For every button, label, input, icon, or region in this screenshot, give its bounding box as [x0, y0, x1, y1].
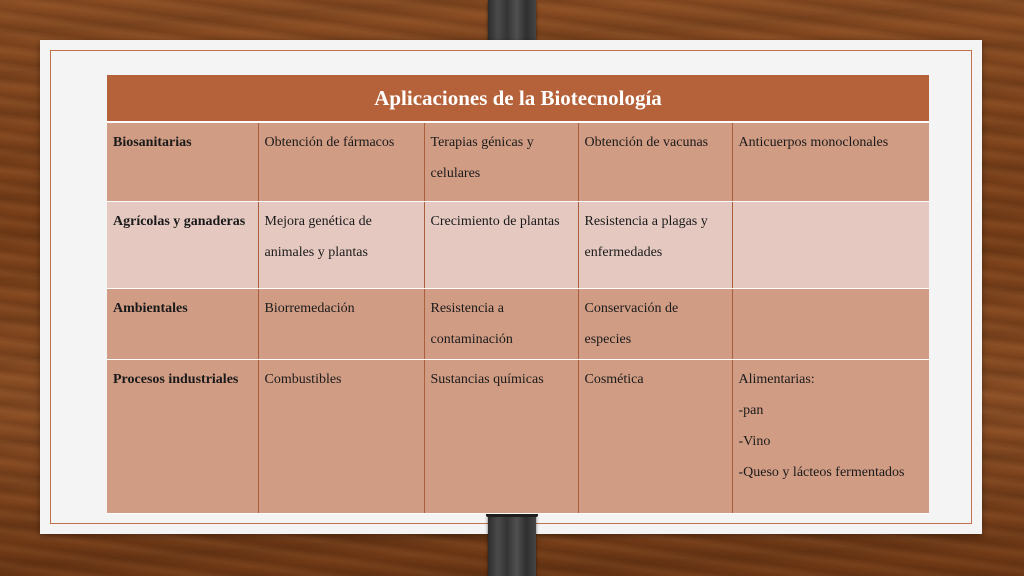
- table-cell: Combustibles: [258, 360, 424, 514]
- table-row: [107, 122, 929, 202]
- table-cell: Sustancias químicas: [424, 360, 578, 514]
- biotech-applications-table: [107, 75, 929, 514]
- table-cell: Obtención de vacunas: [578, 122, 732, 202]
- table-cell: Resistencia a contaminación: [424, 289, 578, 360]
- table-cell: Terapias génicas y celulares: [424, 122, 578, 202]
- cell-line: -Queso y lácteos fermentados: [738, 465, 905, 480]
- table-cell: Anticuerpos monoclonales: [732, 122, 929, 202]
- row-category: Agrícolas y ganaderas: [107, 202, 258, 289]
- binder-clip-bottom: [488, 512, 536, 576]
- row-category: Procesos industriales: [107, 360, 258, 514]
- table-cell: Resistencia a plagas y enfermedades: [578, 202, 732, 289]
- table-cell: Obtención de fármacos: [258, 122, 424, 202]
- table-cell: Biorremedación: [258, 289, 424, 360]
- table-cell: Crecimiento de plantas: [424, 202, 578, 289]
- table-row: [107, 289, 929, 360]
- table-cell: Mejora genética de animales y plantas: [258, 202, 424, 289]
- table-cell: Cosmética: [578, 360, 732, 514]
- table-cell: [732, 289, 929, 360]
- table-title: Aplicaciones de la Biotecnología: [107, 75, 929, 122]
- table-row: [107, 360, 929, 514]
- cell-line: -Vino: [738, 434, 771, 449]
- table-cell: [732, 202, 929, 289]
- table-row: [107, 202, 929, 289]
- cell-line: -pan: [738, 403, 764, 418]
- row-category: Biosanitarias: [107, 122, 258, 202]
- table-cell: Conservación de especies: [578, 289, 732, 360]
- table-cell-multiline: [732, 360, 929, 514]
- cell-line: Alimentarias:: [738, 372, 815, 387]
- row-category: Ambientales: [107, 289, 258, 360]
